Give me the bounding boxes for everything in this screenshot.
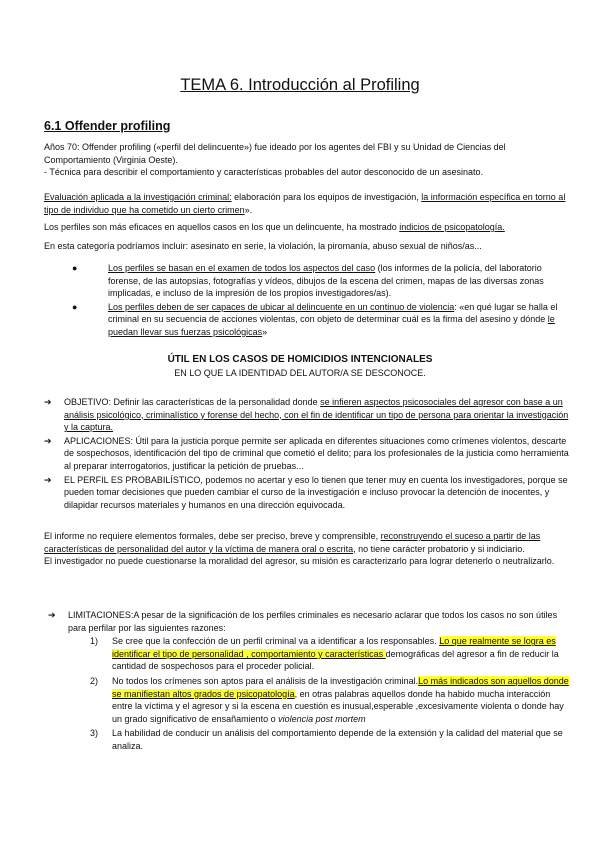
useful-heading-sub: EN LO QUE LA IDENTIDAD DEL AUTOR/A SE DESCONOCE. <box>174 367 426 378</box>
bullet-list <box>72 262 570 340</box>
list-item <box>72 262 570 300</box>
evaluation-term: Evaluación aplicada a la investigación criminal: <box>44 192 232 202</box>
bullet-1-text: (los informes de la policía, del laboratorio forense, de las autopsias, fotografías y vídeos, dibujos de la escena del crimen, mapas de las diversas zonas implicadas, e incluso de la impresión de los propios investigadores/as). <box>108 263 544 299</box>
useful-heading <box>0 354 600 379</box>
report-reconstruction: reconstruyendo el suceso a partir de las características de personalidad del autor y la víctima de manera oral o escrita <box>44 531 541 554</box>
bullet-2-text: : «en qué lugar se halla el criminal en su secuencia de acciones violentas, con objeto de determinar cuál es la firma del asesino y dónde <box>108 301 558 325</box>
evaluation-text: elaboración para los equipos de investigación, <box>231 192 422 202</box>
list-item <box>48 609 572 753</box>
limitations-list <box>48 609 572 755</box>
efficacy-paragraph <box>44 221 568 234</box>
evaluation-info: la información específica en torno al tipo de individuo que ha cometido un cierto crimen <box>44 192 566 215</box>
limitation-2-end: , en otras palabras aquellos donde ha habido mucha interacción entre la víctima y el agresor y si la escena en cuestión es inusual,esperable ,excesivamente violenta o donde hay un grado significativo de ensañamiento o <box>112 688 564 724</box>
limitation-1-end: demográficas del agresor a fin de reducir la cantidad de sospechosos para el proceder policial. <box>112 648 559 672</box>
list-item <box>72 301 570 339</box>
evaluation-end: ». <box>244 204 253 215</box>
bullet-2-emphasis: Los perfiles deben de ser capaces de ubicar al delincuente en un continuo de violencia <box>108 301 455 312</box>
list-item <box>68 727 572 752</box>
useful-heading-main: ÚTIL EN LOS CASOS DE HOMICIDIOS INTENCIONALES <box>167 354 433 365</box>
intro-line-1: Años 70: Offender profiling («perfil del delincuente») fue ideado por los agentes del FBI y su Unidad de Ciencias del Comportamiento (Virginia Oeste). <box>44 142 506 165</box>
limitations-intro: LIMITACIONES:A pesar de la significación de los perfiles criminales es necesario aclarar que todos los casos no son útiles para perfilar por las siguientes razones: <box>68 610 558 633</box>
efficacy-text: Los perfiles son más eficaces en aquellos casos en los que un delincuente, ha mostrado <box>44 222 400 232</box>
report-end: , no tiene carácter probatorio y si indiciario. <box>353 543 525 554</box>
report-paragraph <box>44 530 572 568</box>
limitation-3-text: La habilidad de conducir un análisis del comportamiento depende de la extensión y la calidad del material que se analiza. <box>112 728 563 751</box>
limitations-numbered-list <box>68 635 572 752</box>
item-number: 2) <box>90 675 99 686</box>
bullet-dot-icon: ● <box>72 301 78 312</box>
arrow-right-icon: ➔ <box>44 474 52 485</box>
category-paragraph: En esta categoría podríamos incluir: asesinato en serie, la violación, la piromanía, abuso sexual de niños/as... <box>44 241 482 251</box>
limitation-2-italic: violencia post mortem <box>278 713 366 724</box>
objective-label: OBJETIVO: Definir las características de la personalidad donde <box>64 397 321 407</box>
arrow-right-icon: ➔ <box>44 397 52 407</box>
list-item <box>68 675 572 725</box>
probabilistic-text: EL PERFIL ES PROBABILÍSTICO, podemos no acertar y eso lo tienen que tener muy en cuenta los investigadores, porque se pueden tomar decisiones que pueden cambiar el curso de la investigación e incluso provocar la detención de inocentes, y dilapidar recursos materiales y humanos en una dirección equivocada. <box>64 474 568 510</box>
list-item <box>44 435 574 473</box>
bullet-1-emphasis: Los perfiles se basan en el examen de todos los aspectos del caso <box>108 263 376 273</box>
report-text: El informe no requiere elementos formales, debe ser preciso, breve y comprensible, <box>44 531 381 541</box>
list-item <box>68 635 572 673</box>
list-item <box>44 474 574 512</box>
bullet-2-forces: le puedan llevar sus fuerzas psicológicas <box>108 314 555 337</box>
evaluation-paragraph <box>44 191 568 216</box>
objective-text: se infieren aspectos psicosociales del agresor con base a un análisis psicológico, criminalístico y forense del hecho, con el fin de identificar un tipo de persona para orientar la investigación y la captura. <box>64 397 569 433</box>
list-item <box>44 396 574 434</box>
item-number: 1) <box>90 636 99 647</box>
bullet-dot-icon: ● <box>72 263 78 273</box>
page-title: TEMA 6. Introducción al Profiling <box>180 76 420 94</box>
arrow-list <box>44 396 574 512</box>
bullet-2-end: » <box>262 326 268 337</box>
item-number: 3) <box>90 728 99 739</box>
applications-text: APLICACIONES: Útil para la justicia porque permite ser aplicada en diferentes situaciones como crímenes violentos, descarte de sospechosos, identificación del tipo de criminal que cometió el delito; para los profesionales de la justicia como herramienta al preparar interrogatorios, justificar la petición de pruebas... <box>64 435 569 471</box>
intro-paragraph <box>44 141 568 179</box>
intro-line-2: - Técnica para describir el comportamiento y características probables del autor desconocido de un asesinato. <box>44 167 484 178</box>
arrow-right-icon: ➔ <box>44 435 52 446</box>
limitation-1-highlight: Lo que realmente se logra es identificar el tipo de personalidad , comportamiento y características <box>112 636 556 659</box>
limitation-2-highlight: Lo más indicados son aquellos donde se manifiestan altos grados de psicopatología <box>112 675 569 699</box>
limitation-2-text: No todos los crímenes son aptos para el análisis de la investigación criminal. <box>112 675 419 686</box>
report-line-2: El investigador no puede cuestionarse la moralidad del agresor, su misión es caracterizarlo para lograr detenerlo o neutralizarlo. <box>44 556 555 567</box>
section-title: 6.1 Offender profiling <box>44 119 171 133</box>
limitation-1-text: Se cree que la confección de un perfil criminal va a identificar a los responsables. <box>112 636 440 647</box>
arrow-right-icon: ➔ <box>48 610 56 620</box>
efficacy-psychopathology: indicios de psicopatología. <box>399 222 505 232</box>
